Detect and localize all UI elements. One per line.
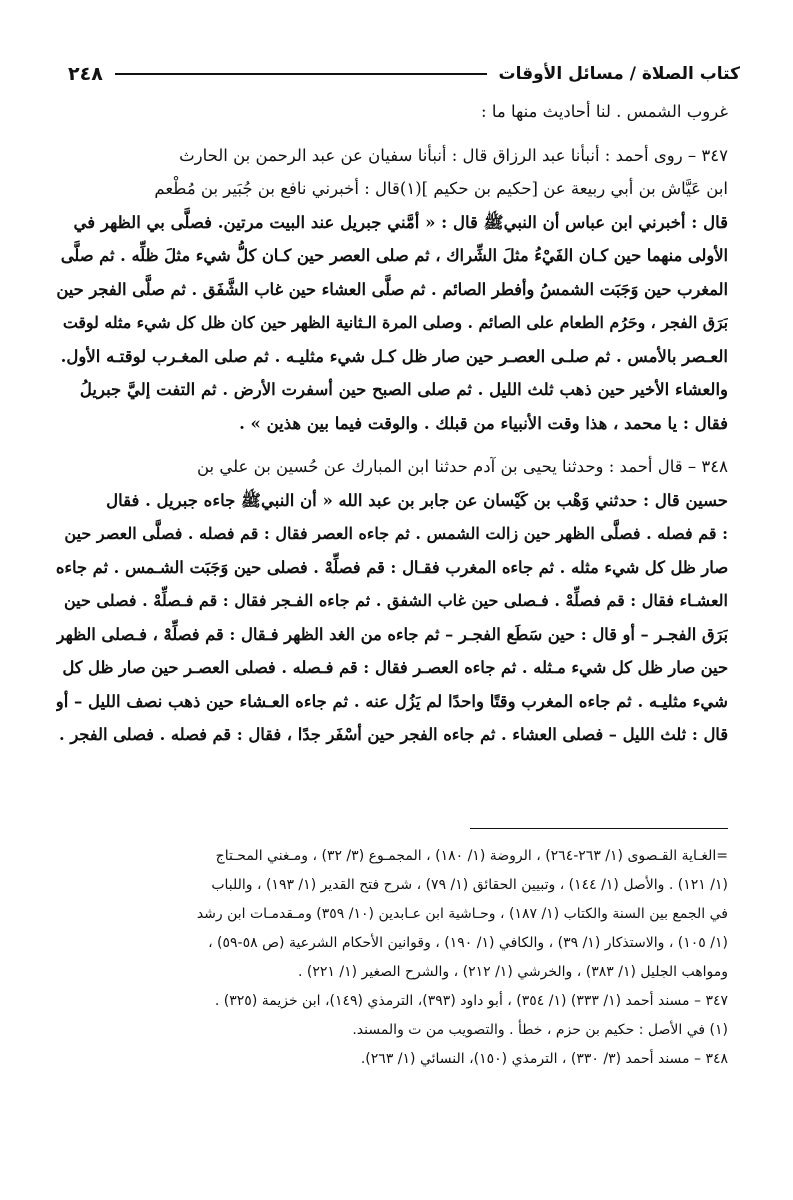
main-text xyxy=(56,95,728,752)
paragraph xyxy=(56,450,728,752)
page-number: ٢٤٨ xyxy=(68,63,103,85)
footnote-line: (١) في الأصل : حكيم بن حزم ، خطأ . والتصويب من ت والمسند. xyxy=(352,1022,728,1038)
text-line: حسين قال : حدثني وَهْب بن كَيْسان عن جابر بن عبد الله « أن النبيﷺ جاءه جبريل . فقال xyxy=(106,490,728,510)
text-line: بَرَق الفجر ، وحَرُم الطعام على الصائم . وصلى المرة الـثانية الظهر حين كان ظل كل شيء مثله لوقت xyxy=(62,313,728,332)
text-line: ٣٤٨ – قال أحمد : وحدثنا يحيى بن آدم حدثنا ابن المبارك عن حُسين بن علي بن xyxy=(196,457,728,476)
text-line: قال : ثلث الليل – فصلى العشاء . ثم جاءه الفجر حين أسْفَر جدًا ، فقال : قم فصله . فصلى الفجر . xyxy=(59,725,728,744)
text-line: فقال : يا محمد ، هذا وقت الأنبياء من قبلك . والوقت فيما بين هذين » . xyxy=(239,413,728,433)
footnote-line: (١/ ١٠٥) ، والاستذكار (١/ ٣٩) ، والكافي (١/ ١٩٠) ، وقوانين الأحكام الشرعية (ص ٥٨-٥٩) ، xyxy=(208,935,728,951)
paragraph xyxy=(56,95,728,129)
text-line: ٣٤٧ – روى أحمد : أنبأنا عبد الرزاق قال : أنبأنا سفيان عن عبد الرحمن بن الحارث xyxy=(179,145,728,165)
header-rule xyxy=(115,73,487,75)
text-line: العـصر بالأمس . ثم صلـى العصـر حين صار ظل كـل شيء مثليـه . ثم صلى المغـرب لوقتـه الأول. xyxy=(60,346,728,366)
footnote-line: ٣٤٧ – مسند أحمد (١/ ٣٣٣) (١/ ٣٥٤) ، أبو داود (٣٩٣)، الترمذي (١٤٩)، ابن خزيمة (٣٢٥) . xyxy=(214,993,728,1009)
text-line: حين صار ظل كل شيء مـثله . ثم جاءه العصـر فقال : قم فـصله . فصلى العصـر حين صار ظل كل xyxy=(62,658,728,677)
footnotes xyxy=(56,842,728,1074)
text-line: : قم فصله . فصلَّى الظهر حين زالت الشمس . ثم جاءه العصر فقال : قم فصله . فصلَّى العصر حين xyxy=(64,524,728,543)
text-line: المغرب حين وَجَبَت الشمسُ وأفطر الصائم . ثم صلَّى العشاء حين غاب الشَّفَق . ثم صلَّى الفجر حين xyxy=(56,279,728,299)
footnote-line: ومواهب الجليل (١/ ٣٨٣) ، والخرشي (١/ ٢١٢) ، والشرح الصغير (١/ ٢٢١) . xyxy=(298,964,728,980)
footnote-line: في الجمع بين السنة والكتاب (١/ ١٨٧) ، وحـاشية ابن عـابدين (١٠/ ٣٥٩) ومـقدمـات ابن رشد xyxy=(196,906,728,922)
footnote-line: ٣٤٨ – مسند أحمد (٣/ ٣٣٠) ، الترمذي (١٥٠)، النسائي (١/ ٢٦٣). xyxy=(360,1051,728,1067)
text-line: بَرَق الفجـر – أو قال : حين سَطَع الفجـر – ثم جاءه من الغد الظهر فـقال : قم فصلِّهْ ، فـصلى الظهر xyxy=(56,624,728,644)
footnote-separator xyxy=(470,828,728,829)
text-line: صار ظل كل شيء مثله . ثم جاءه المغرب فقـال : قم فصلِّهْ . فصلى حين وَجَبَت الشـمس . ثم جاءه xyxy=(56,557,728,577)
text-line: شيء مثليـه . ثم جاءه المغرب وقتًا واحدًا لم يَزُل عنه . ثم جاءه العـشاء حين ذهب نصف الليل – أو xyxy=(56,691,728,711)
text-line: قال : أخبرني ابن عباس أن النبيﷺ قال : « أمَّني جبريل عند البيت مرتين. فصلَّى بي الظهر في xyxy=(73,212,728,232)
text-line: ابن عَيَّاش بن أبي ربيعة عن [حكيم بن حكيم ](١)قال : أخبرني نافع بن جُبَير بن مُطْعم xyxy=(154,179,728,198)
paragraph xyxy=(56,139,728,441)
page-header xyxy=(68,57,740,91)
text-line: غروب الشمس . لنا أحاديث منها ما : xyxy=(481,102,728,121)
footnote-line: (١/ ١٢١) . والأصل (١/ ١٤٤) ، وتبيين الحقائق (١/ ٧٩) ، شرح فتح القدير (١/ ١٩٣) ، واللباب xyxy=(211,877,728,893)
text-line: العشـاء فقال : قم فصلِّهْ . فـصلى حين غاب الشفق . ثم جاءه الفـجر فقال : قم فـصلِّهْ . فصلى حين xyxy=(63,591,728,610)
footnote-line: =الغـاية القـصوى (١/ ٢٦٣-٢٦٤) ، الروضة (١/ ١٨٠) ، المجمـوع (٣/ ٣٢) ، ومـغني المحـتاج xyxy=(215,848,728,864)
text-line: الأولى منهما حين كـان الفَيْءُ مثلَ الشِّراك ، ثم صلى العصر حين كـان كلُّ شيء مثلَ ظلِّه . ثم صلَّى xyxy=(60,246,728,265)
text-line: والعشاء الأخير حين ذهب ثلث الليل . ثم صلى الصبح حين أسفرت الأرض . ثم التفت إليَّ جبريلُ xyxy=(79,380,728,399)
running-title: كتاب الصلاة / مسائل الأوقات xyxy=(498,64,740,84)
